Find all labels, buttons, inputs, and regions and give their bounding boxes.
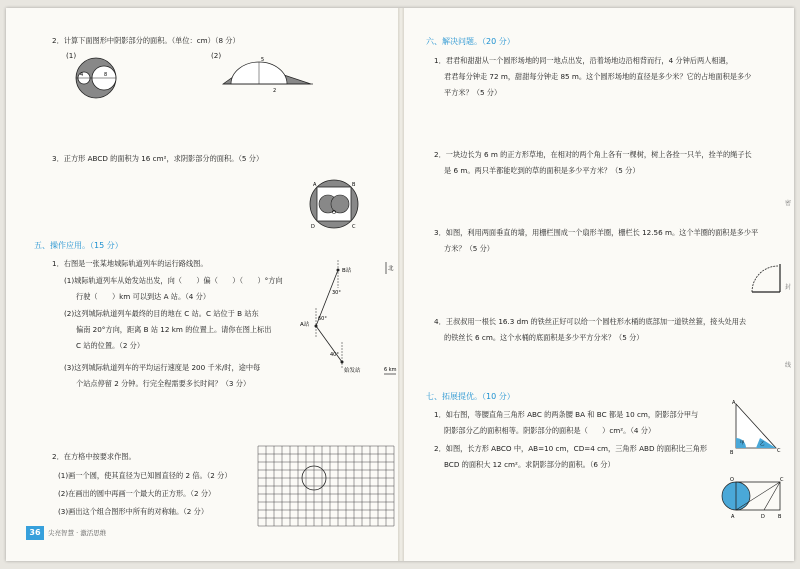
- map-b-station: B站: [342, 268, 352, 274]
- rect-label-o: O: [730, 477, 734, 483]
- drawing-grid[interactable]: [258, 446, 394, 526]
- rect-label-d: D: [761, 514, 765, 520]
- side-text-1: 密: [785, 200, 792, 207]
- q2-fig1-label-8: 8: [104, 72, 108, 78]
- tri-label-yi: 乙: [760, 442, 765, 447]
- p1-line1: 1．君君和甜甜从一个圆形场地的同一地点出发，沿着场地边沿相背而行，4 分钟后两人相遇，: [434, 56, 733, 65]
- q2-title: 2．计算下面图形中阴影部分的面积。（单位：cm）（8 分）: [52, 36, 240, 45]
- e1-line2: 阴影部分乙的面积相等。阴影部分的面积是（ ）cm²。（4 分）: [444, 426, 656, 435]
- sq-label-o: O: [332, 210, 336, 216]
- rect-label-a: A: [731, 514, 735, 520]
- rectangle-circle-figure: [720, 472, 786, 520]
- map-start-station: 始发站: [344, 368, 361, 374]
- q1-2c: C 站的位置。（2 分）: [76, 341, 145, 350]
- tri-label-jia: 甲: [740, 441, 745, 446]
- q1-3a: (3)这列城际轨道列车的平均运行速度是 200 千米/时，途中每: [64, 363, 261, 372]
- q1-intro: 1．右图是一张某地城际轨道列车的运行路线图。: [52, 259, 208, 268]
- map-angle-30: 30°: [332, 290, 341, 296]
- p1-line2: 君君每分钟走 72 m，甜甜每分钟走 85 m。这个圆形场地的直径是多少米？它的占地面积是多少: [444, 72, 752, 81]
- p2-line1: 2．一块边长为 6 m 的正方形草地，在相对的两个角上各有一棵树，树上各拴一只羊，拴羊的绳子长: [434, 150, 752, 159]
- q3-square-figure: [308, 178, 360, 230]
- q2-sub2-label: (2): [211, 51, 222, 60]
- sq-label-c: C: [352, 224, 356, 230]
- right-page: [404, 8, 794, 561]
- p4-line2: 的铁丝长 6 cm。这个水桶的底面积是多少平方分米？（5 分）: [444, 333, 644, 342]
- section-6-title: 六、解决问题。（20 分）: [426, 37, 515, 46]
- q2-fig2-label-5: 5: [261, 57, 265, 63]
- sq-label-b: B: [352, 182, 356, 188]
- q1-3b: 个站点停留 2 分钟。行完全程需要多长时间？（3 分）: [76, 379, 251, 388]
- rect-label-c: C: [780, 477, 784, 483]
- rect-label-b: B: [778, 514, 782, 520]
- q1-2a: (2)这列城际轨道列车最终的目的地在 C 站。C 站位于 B 站东: [64, 309, 259, 318]
- brand-footer: 尖亮智慧 · 激活思维: [48, 529, 107, 537]
- q2b-1: (1)画一个圆，使其直径为已知圆直径的 2 倍。（2 分）: [58, 471, 232, 480]
- side-text-3: 线: [785, 362, 792, 369]
- q2-figure-1: [74, 56, 126, 100]
- map-angle-60: 60°: [318, 316, 327, 322]
- book-spread: [6, 8, 794, 561]
- q2-fig2-label-2: 2: [273, 88, 277, 94]
- e1-line1: 1．如右图，等腰直角三角形 ABC 的两条腰 BA 和 BC 都是 10 cm，阴影部分甲与: [434, 410, 699, 419]
- map-north-label: 北: [388, 266, 394, 272]
- q1-1a: (1)城际轨道列车从始发站出发，向（ ）偏（ ）（ ）°方向: [64, 276, 283, 285]
- p2-line2: 是 6 m。两只羊都能吃到的草的面积是多少平方米？（5 分）: [444, 166, 640, 175]
- q1-2b: 偏南 20°方向，距离 B 站 12 km 的位置上。请你在图上标出: [76, 325, 272, 334]
- sheep-pen-figure: [750, 262, 784, 296]
- sq-label-a: A: [313, 182, 317, 188]
- p3-line1: 3．如图，利用两面垂直的墙，用栅栏围成一个扇形羊圈，栅栏长 12.56 m。这个羊圈的面积是多少平: [434, 228, 759, 237]
- tri-label-a: A: [732, 400, 736, 406]
- section-7-title: 七、拓展提优。（10 分）: [426, 392, 515, 401]
- side-text-2: 封: [785, 284, 792, 291]
- page-number: 36: [26, 526, 44, 540]
- tri-label-b: B: [730, 450, 734, 456]
- e2-line1: 2．如图，长方形 ABCO 中，AB=10 cm，CD=4 cm，三角形 ABD 的面积比三角形: [434, 444, 708, 453]
- left-page: [6, 8, 398, 561]
- q2b-2: (2)在画出的圆中再画一个最大的正方形。（2 分）: [58, 489, 216, 498]
- route-map: [296, 258, 396, 378]
- p1-line3: 平方米？（5 分）: [444, 88, 502, 97]
- q2-sub1-label: (1): [66, 51, 77, 60]
- map-a-station: A站: [300, 322, 310, 328]
- p3-line2: 方米？（5 分）: [444, 244, 494, 253]
- triangle-figure: [730, 400, 784, 456]
- q3-text: 3．正方形 ABCD 的面积为 16 cm²，求阴影部分的面积。（5 分）: [52, 154, 264, 163]
- sq-label-d: D: [311, 224, 315, 230]
- section-5-title: 五、操作应用。（15 分）: [34, 241, 123, 250]
- q1-1b: 行驶（ ）km 可以到达 A 站。（4 分）: [76, 292, 211, 301]
- p4-line1: 4．王叔叔用一根长 16.3 dm 的铁丝正好可以给一个圆柱形水桶的底部加一道铁丝箍，接头处用去: [434, 317, 747, 326]
- map-scale-label: 6 km: [384, 367, 397, 373]
- map-angle-40: 40°: [330, 352, 339, 358]
- q2b-intro: 2．在方格中按要求作图。: [52, 452, 136, 461]
- q2-fig1-label-4: 4: [80, 72, 84, 78]
- e2-line2: BCD 的面积大 12 cm²。求阴影部分的面积。（6 分）: [444, 460, 615, 469]
- q2-figure-2: [221, 54, 321, 98]
- tri-label-c: C: [777, 448, 781, 454]
- q2b-3: (3)画出这个组合图形中所有的对称轴。（2 分）: [58, 507, 209, 516]
